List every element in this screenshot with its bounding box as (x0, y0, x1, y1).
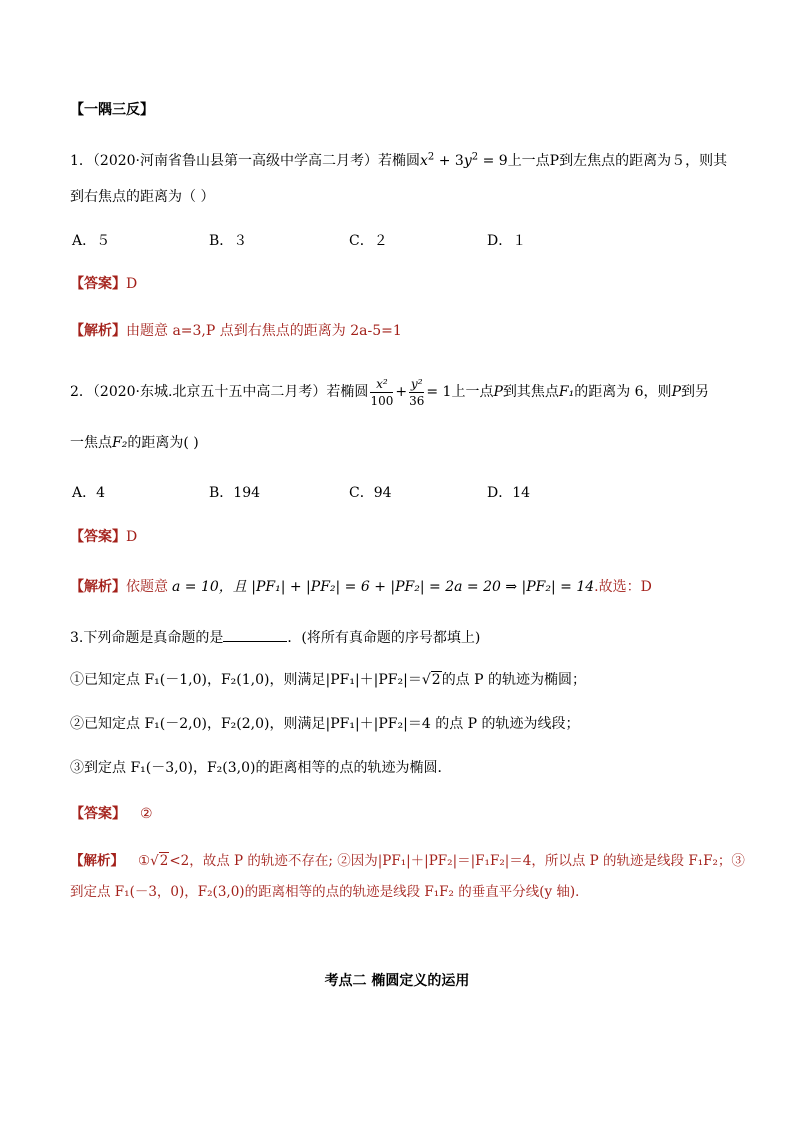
q1-stem-line2: 到右焦点的距离为（ ） (70, 189, 215, 205)
q1-option-d[interactable]: D．１ (487, 233, 527, 249)
analysis-label: 【解析】 (70, 323, 126, 339)
q1-suffix: 上一点P到左焦点的距离为５，则其 (507, 153, 728, 169)
q2-option-c[interactable]: C．94 (349, 485, 392, 501)
answer-label: 【答案】 (70, 806, 126, 822)
answer-blank[interactable] (223, 627, 287, 642)
analysis-label: 【解析】 (70, 579, 126, 595)
q3-analysis-line1: 【解析】 ①√2<2，故点 P 的轨迹不存在; ②因为|PF₁|＋|PF₂|＝|F₁F₂|＝4，所以点 P 的轨迹是线段 F₁F₂；③ (70, 853, 745, 869)
q2-answer (70, 527, 137, 547)
q1-stem-line1 (70, 151, 727, 171)
q2-stem-line2: 一焦点F₂的距离为( ) (70, 435, 199, 451)
sqrt-symbol: √2 (150, 853, 169, 869)
q3-answer (70, 804, 153, 824)
q2-stem-line1: 2．（2020·东城.北京五十五中高二月考）若椭圆 $\frac{\text{x²}}{100}$ + $\frac{\text{y²}}{36}$ = 1上一点P到其焦点F₁的距离为 6，则P到另 (70, 376, 709, 408)
q2-analysis: 【解析】依题意 a = 10，且 |PF₁| + |PF₂| = 6 + |PF₂| = 2a = 20 ⇒ |PF₂| = 14.故选：D (70, 579, 652, 595)
q3-analysis-line2: 到定点 F₁(－3，0)，F₂(3,0)的距离相等的点的轨迹是线段 F₁F₂ 的垂直平分线(y 轴)． (70, 884, 589, 900)
q2-option-a[interactable]: A．4 (72, 485, 106, 501)
answer-value: D (126, 276, 138, 292)
q2-fraction-x: $\frac{\text{x²}}{100}$ (370, 376, 394, 408)
q3-item1: ①已知定点 F₁(－1,0)，F₂(1,0)，则满足|PF₁|＋|PF₂|＝√2的点 P 的轨迹为椭圆； (70, 672, 587, 688)
answer-value: ② (140, 806, 153, 822)
q3-stem: 3.下列命题是真命题的是 ．(将所有真命题的序号都填上) (70, 627, 480, 648)
answer-label: 【答案】 (70, 529, 126, 545)
q3-item2: ②已知定点 F₁(－2,0)，F₂(2,0)，则满足|PF₁|＋|PF₂|＝4 的点 P 的轨迹为线段； (70, 716, 580, 732)
answer-label: 【答案】 (70, 276, 126, 292)
section-title: 考点二 椭圆定义的运用 (324, 973, 470, 989)
q2-option-d[interactable]: D．14 (487, 485, 531, 501)
q1-analysis (70, 321, 402, 341)
answer-value: D (126, 529, 138, 545)
analysis-formula: a = 10，且 |PF₁| + |PF₂| = 6 + |PF₂| = 2a = 20 ⇒ |PF₂| = 14 (172, 579, 595, 595)
q2-fraction-y: $\frac{\text{y²}}{36}$ (409, 376, 425, 408)
q1-answer (70, 274, 137, 294)
q1-equation: $x^2 + 3y^2 = 9$ (420, 151, 508, 169)
q3-item3: ③到定点 F₁(－3,0)，F₂(3,0)的距离相等的点的轨迹为椭圆． (70, 760, 452, 776)
analysis-text: 由题意 a=3,P 点到右焦点的距离为 2a-5=1 (126, 323, 402, 339)
q2-option-b[interactable]: B．194 (209, 485, 261, 501)
analysis-label: 【解析】 (70, 853, 124, 869)
q1-option-b[interactable]: B．３ (209, 233, 248, 249)
q1-option-c[interactable]: C．２ (349, 233, 388, 249)
q1-prefix: 1．（2020·河南省鲁山县第一高级中学高二月考）若椭圆 (70, 153, 420, 169)
section-header: 【一隅三反】 (70, 102, 154, 118)
sqrt-symbol: √2 (421, 672, 441, 688)
q1-option-a[interactable]: A．５ (72, 233, 111, 249)
q2-prefix: 2．（2020·东城.北京五十五中高二月考）若椭圆 (70, 384, 369, 400)
